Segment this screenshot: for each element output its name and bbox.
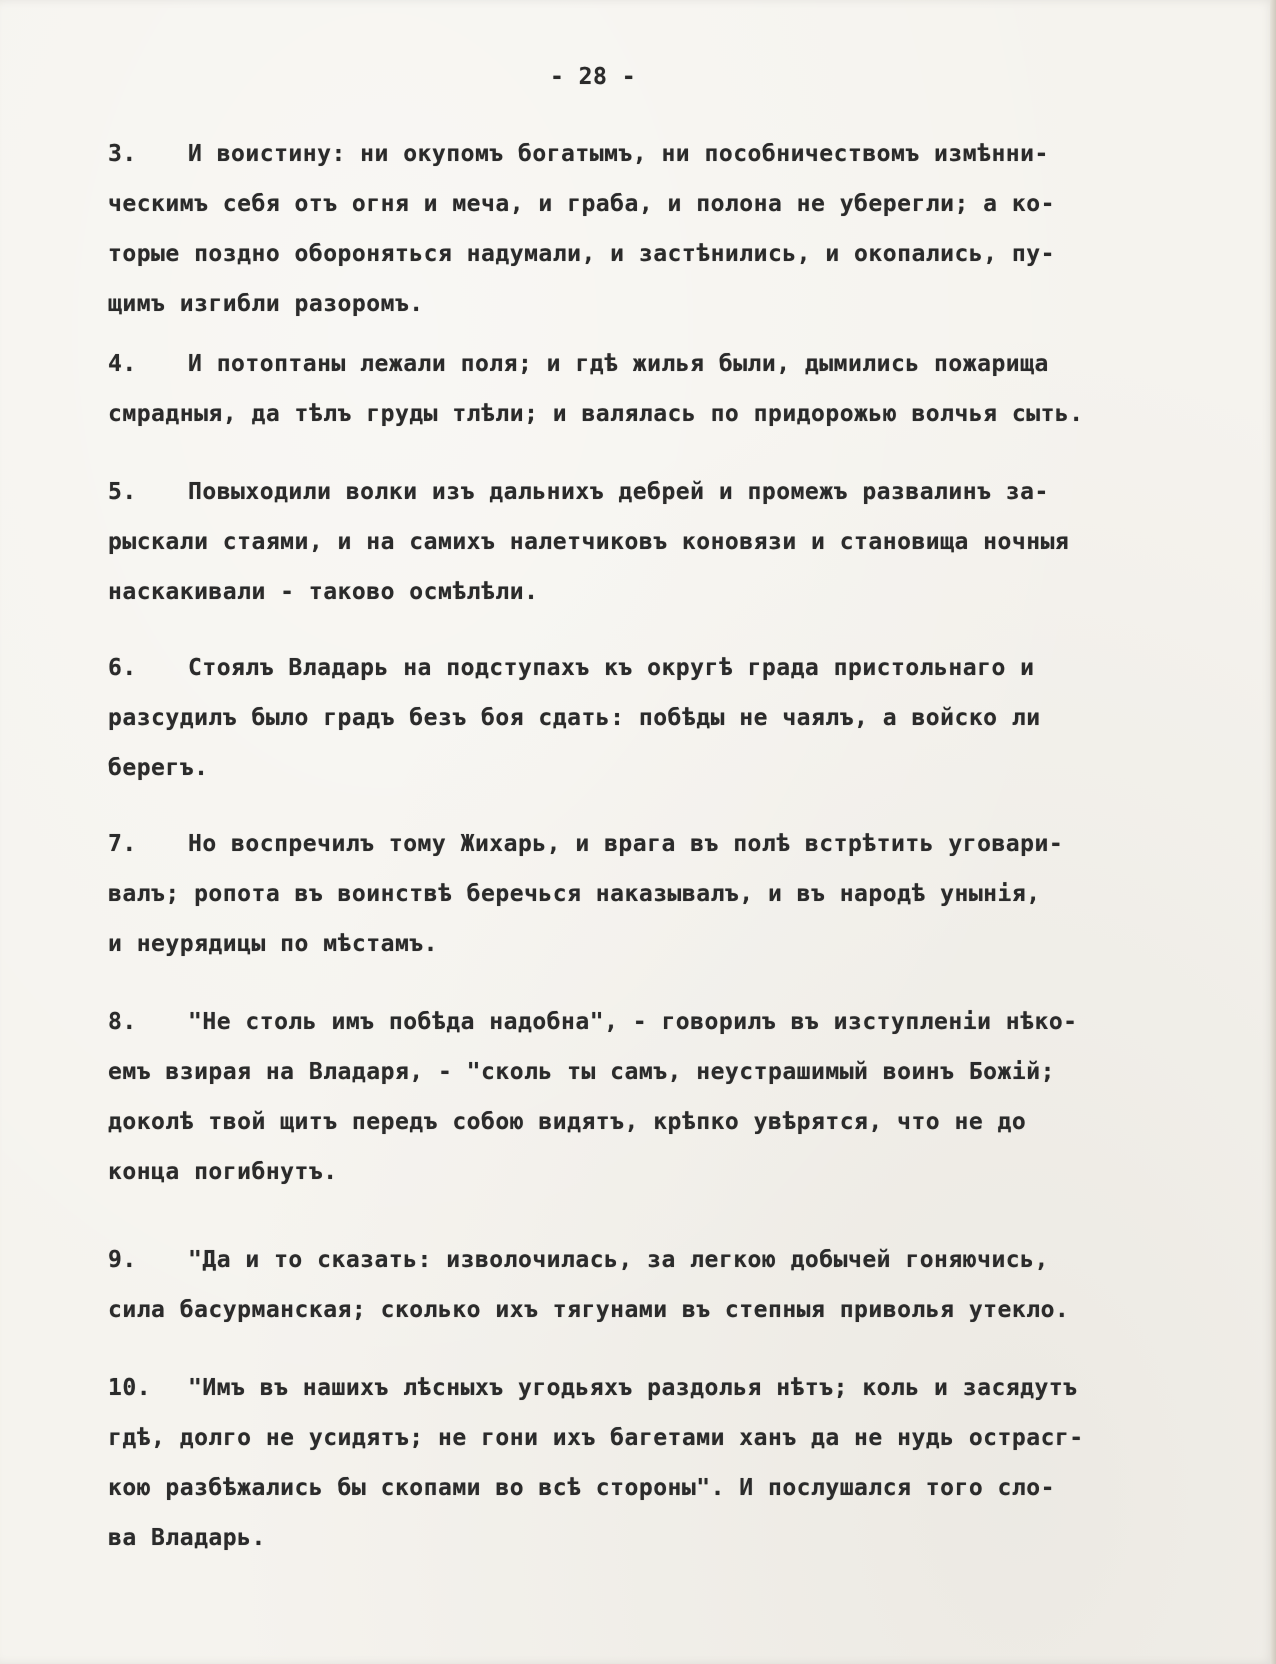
paragraph-line: смрадныя, да тѣлъ груды тлѣли; и валялась по придорожью волчья сыть. — [108, 401, 1084, 427]
paragraph-line: разсудилъ было градъ безъ боя сдать: побѣды не чаялъ, а войско ли — [108, 705, 1041, 731]
paragraph-line: доколѣ твой щитъ передъ собою видятъ, крѣпко увѣрятся, что не до — [108, 1109, 1027, 1135]
paragraph-number: 8. — [108, 1009, 137, 1035]
paragraph-line: наскакивали - таково осмѣлѣли. — [108, 579, 539, 605]
paragraph-line: гдѣ, долго не усидятъ; не гони ихъ багетами ханъ да не нудь острасг- — [108, 1425, 1084, 1451]
page-number: - 28 - — [549, 64, 637, 90]
paragraph-line: торые поздно обороняться надумали, и застѣнились, и окопались, пу- — [108, 241, 1055, 267]
line-text: И воистину: ни окупомъ богатымъ, ни пособничествомъ измѣнни- — [188, 141, 1049, 167]
paragraph-line: рыскали стаями, и на самихъ налетчиковъ коновязи и становища ночныя — [108, 529, 1070, 555]
paragraph-number: 4. — [108, 351, 137, 377]
paragraph-line — [108, 640, 1034, 696]
paragraph-line: конца погибнутъ. — [108, 1159, 338, 1185]
paragraph-line: емъ взирая на Владаря, - "сколь ты самъ, неустрашимый воинъ Божій; — [108, 1059, 1055, 1085]
line-text: Стоялъ Владарь на подступахъ къ округѣ града пристольнаго и — [188, 655, 1035, 681]
line-text: "Не столь имъ побѣда надобна", - говорилъ въ изступленіи нѣко- — [188, 1009, 1078, 1035]
paragraph-line — [108, 816, 1063, 872]
paragraph-line — [108, 336, 1049, 392]
paragraph-line — [108, 126, 1049, 182]
paragraph-line: валъ; ропота въ воинствѣ беречься наказывалъ, и въ народѣ унынія, — [108, 881, 1041, 907]
paragraph-line: и неурядицы по мѣстамъ. — [108, 931, 438, 957]
paragraph-line: ческимъ себя отъ огня и меча, и граба, и полона не уберегли; а ко- — [108, 191, 1055, 217]
paragraph-line: ва Владарь. — [108, 1525, 266, 1551]
page-edge-shadow — [1270, 0, 1276, 1664]
paragraph-number: 9. — [108, 1247, 137, 1273]
paragraph-number: 3. — [108, 141, 137, 167]
line-text: Но воспречилъ тому Жихарь, и врага въ полѣ встрѣтить уговари- — [188, 831, 1064, 857]
paragraph-number: 7. — [108, 831, 137, 857]
paragraph-line — [108, 994, 1078, 1050]
paragraph-line: щимъ изгибли разоромъ. — [108, 291, 424, 317]
paragraph-line — [108, 1232, 1049, 1288]
line-text: Повыходили волки изъ дальнихъ дебрей и промежъ развалинъ за- — [188, 479, 1049, 505]
paragraph-number: 5. — [108, 479, 137, 505]
paragraph-line: берегъ. — [108, 755, 209, 781]
line-text: И потоптаны лежали поля; и гдѣ жилья были, дымились пожарища — [188, 351, 1049, 377]
paragraph-line — [108, 1360, 1078, 1416]
line-text: "Имъ въ нашихъ лѣсныхъ угодьяхъ раздолья нѣтъ; коль и засядутъ — [188, 1375, 1078, 1401]
paragraph-line: кою разбѣжались бы скопами во всѣ стороны". И послушался того сло- — [108, 1475, 1055, 1501]
paragraph-number: 6. — [108, 655, 137, 681]
paragraph-line: сила басурманская; сколько ихъ тягунами въ степныя приволья утекло. — [108, 1297, 1070, 1323]
paragraph-number: 10. — [108, 1375, 152, 1401]
paragraph-line — [108, 464, 1049, 520]
line-text: "Да и то сказать: изволочилась, за легкою добычей гоняючись, — [188, 1247, 1049, 1273]
